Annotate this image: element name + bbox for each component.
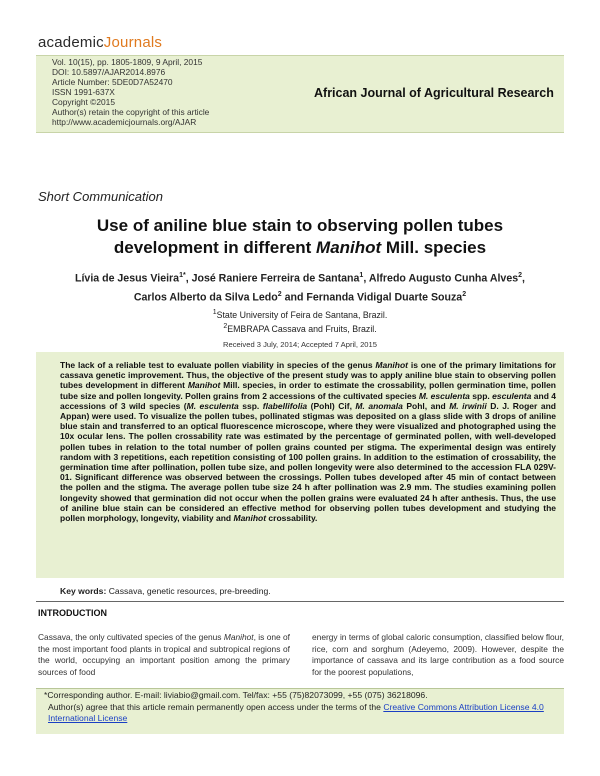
text-run: Mill. species, in order to estimate the crossability, pollen germination time, pollen tube size and pollen longevity. Pollen grains from 2 accessions of the cultivated species: [60, 380, 556, 401]
body-column-right: [312, 632, 564, 678]
author-marker: 2: [462, 290, 467, 298]
text-run: , is one of the most important food plants in tropical and subtropical regions of the world, occupying an important position among the primary sources of food: [38, 632, 290, 677]
italic-term: M. esculenta: [186, 400, 239, 411]
body-column-left: [38, 632, 290, 678]
keywords: [60, 586, 271, 596]
meta-url[interactable]: http://www.academicjournals.org/AJAR: [52, 117, 197, 127]
italic-term: M. irwinii: [449, 400, 487, 411]
title-text-end: Mill. species: [381, 238, 487, 257]
author-name: Carlos Alberto da Silva Ledo: [133, 291, 278, 304]
affiliation-marker: 1: [212, 309, 217, 316]
logo-journals: Journals: [103, 34, 163, 51]
author-marker: 2: [277, 290, 282, 298]
italic-term: M. esculenta: [418, 390, 470, 401]
meta-issn: ISSN 1991-637X: [52, 87, 115, 97]
license-link[interactable]: Creative Commons Attribution License 4.0 International License: [48, 702, 544, 723]
meta-article-number: Article Number: 5DE0D7A52470: [52, 77, 173, 87]
received-dates: Received 3 July, 2014; Accepted 7 April, 2015: [223, 340, 377, 349]
text-run: is one of the primary limitations for cassava genetic improvement. Thus, the objective of the present study was to apply aniline blue stain to observing pollen tubes development in different: [60, 360, 556, 391]
title-genus: Manihot: [316, 238, 382, 257]
publisher-logo: [38, 34, 162, 51]
logo-academic: academic: [38, 34, 104, 51]
italic-term: Manihot: [233, 513, 267, 524]
author-separator: and: [281, 291, 307, 304]
text-run: Pohl, and: [402, 400, 450, 411]
license-text: Author(s) agree that this article remain permanently open access under the terms of the: [48, 702, 384, 712]
affiliation-marker: 2: [223, 322, 228, 330]
meta-volume: Vol. 10(15), pp. 1805-1809, 9 April, 2015: [52, 57, 203, 67]
keywords-label: Key words:: [60, 586, 107, 596]
meta-copyright: Copyright ©2015: [52, 97, 115, 107]
meta-doi: DOI: 10.5897/AJAR2014.8976: [52, 67, 166, 77]
keywords-text: Cassava, genetic resources, pre-breeding.: [106, 586, 271, 596]
author-list: [40, 268, 560, 305]
text-run: and 4 accessions of 3 wild species (: [60, 390, 557, 411]
author-name: Alfredo Augusto Cunha Alves: [368, 272, 519, 285]
affiliation-text: EMBRAPA Cassava and Fruits, Brazil.: [227, 323, 377, 334]
journal-name: African Journal of Agricultural Research: [314, 86, 554, 100]
italic-term: flabellifolia: [262, 400, 308, 411]
author-separator: ,: [522, 272, 525, 285]
text-run: Cassava, the only cultivated species of the genus: [38, 632, 224, 642]
text-run: The lack of a reliable test to evaluate pollen viability in species of the genus: [60, 360, 376, 370]
introduction-heading: INTRODUCTION: [38, 608, 107, 618]
section-label: Short Communication: [38, 189, 163, 204]
title-line-2: [40, 237, 560, 259]
affiliation: [40, 307, 560, 321]
italic-term: M. anomala: [355, 400, 403, 411]
author-marker: 1: [359, 272, 364, 279]
text-run: energy in terms of global caloric consumption, classified below flour, rice, corn and sorghum (Adeyemo, 2009). However, despite the importance of cassava and its large contribution as a food source for the poorest populations,: [312, 632, 564, 677]
italic-term: Manihot: [187, 380, 221, 391]
author-name: José Raniere Ferreira de Santana: [191, 272, 360, 285]
title-text: development in different: [113, 238, 317, 257]
author-separator: ,: [185, 272, 192, 285]
author-separator: ,: [363, 272, 369, 285]
author-name: Fernanda Vidigal Duarte Souza: [306, 291, 463, 304]
paper-title: [40, 215, 560, 259]
italic-term: Manihot: [375, 360, 408, 370]
text-run: spp.: [469, 390, 493, 401]
affiliation: [40, 321, 560, 335]
text-run: crossability.: [266, 513, 318, 524]
text-run: ssp.: [238, 400, 263, 411]
affiliations: [40, 307, 560, 335]
author-marker: 1*: [179, 272, 186, 279]
author-name: Lívia de Jesus Vieira: [75, 272, 180, 285]
article-meta: [52, 57, 209, 127]
corresponding-author: *Corresponding author. E-mail: liviabio@gmail.com. Tel/fax: +55 (75)82073099, +55 (075) 36218096.: [44, 690, 428, 700]
meta-rights: Author(s) retain the copyright of this article: [52, 107, 210, 117]
abstract: [60, 360, 556, 523]
license-notice: [48, 702, 558, 724]
italic-term: Manihot: [223, 632, 254, 642]
text-run: (Pohl) Cif,: [307, 400, 356, 411]
section-divider: [36, 601, 564, 602]
author-marker: 2: [518, 272, 523, 279]
affiliation-text: State University of Feira de Santana, Brazil.: [216, 309, 388, 320]
text-run: D. J. Roger and Appan) were used. To visualize the pollen tubes, pollinated stigmas was deposited on a glass slide with 3 drops of aniline blue stain and transferred to an optical fluorescence microscope, where they were visualized and photographed using the 10x ocular lens. The pollen crossability rate was estimated by the percentage of germinated pollen, with well-developed pollen tubes in relation to the total number of pollen grains counted per stigma. The experimental design was entirely random with 3 repetitions, each repetition consisting of 100 pollen grains. In addition to the estimation of crossability, the germination time after pollination, pollen tube size, and pollen longevity were also determined to the accession FLA 029V-01. Significant difference was observed between the crossings. Pollen tubes developed after 45 min of contact between the pollen and the stigma. The average pollen tube size 24 h after pollination was 2.9 mm. The studies examining pollen longevity showed that germination did not occur when the pollen grains were evaluated 24 h after anthesis. Thus, the use of aniline blue stain can be considered an effective method for observing pollen tubes development and studying the pollen morphology, longevity, viability and: [60, 400, 556, 524]
italic-term: esculenta: [492, 390, 532, 401]
title-line-1: Use of aniline blue stain to observing pollen tubes: [96, 216, 504, 235]
